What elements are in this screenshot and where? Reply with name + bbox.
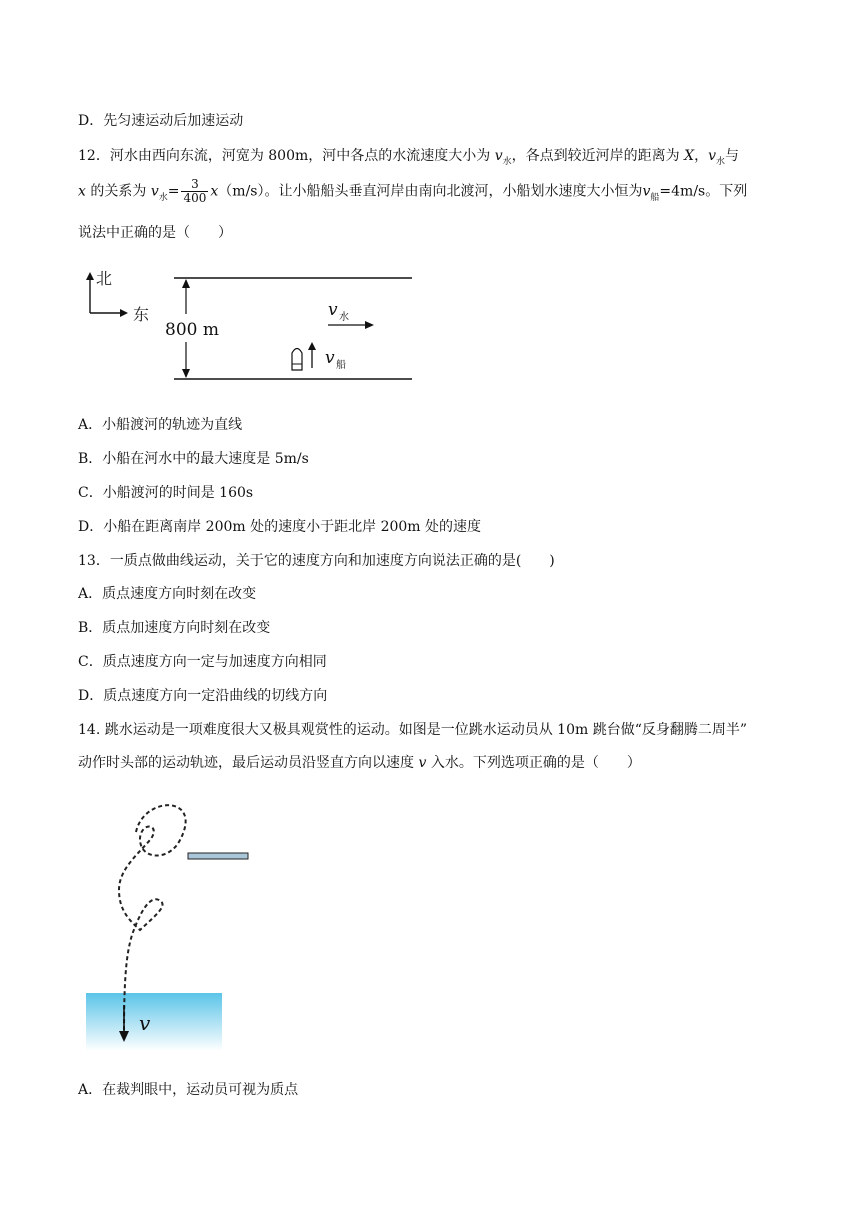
diving-trajectory-figure bbox=[84, 790, 264, 1055]
q12-option-d: D．小船在距离南岸 200m 处的速度小于距北岸 200m 处的速度 bbox=[78, 519, 482, 535]
north-label: 北 bbox=[96, 269, 113, 288]
water-surface bbox=[86, 993, 222, 1051]
q12-option-b: B．小船在河水中的最大速度是 5m/s bbox=[78, 451, 309, 467]
q12-stem-line1: 12．河水由西向东流，河宽为 800m，河中各点的水流速度大小为 $v_水$，各点到较近河岸的距离为 X，$v_水$与 bbox=[78, 148, 740, 167]
q14-stem-line2: 动作时头部的运动轨迹，最后运动员沿竖直方向以速度 v 入水。下列选项正确的是（ ） bbox=[78, 755, 641, 771]
prev-option-d: D．先匀速运动后加速运动 bbox=[78, 113, 244, 129]
boat-velocity-label: v bbox=[325, 348, 335, 368]
boat-velocity-subscript: 船 bbox=[336, 360, 346, 371]
q12-option-a: A．小船渡河的轨迹为直线 bbox=[78, 417, 243, 433]
q13-option-a: A．质点速度方向时刻在改变 bbox=[78, 586, 257, 602]
q14-option-a: A．在裁判眼中，运动员可视为质点 bbox=[78, 1082, 299, 1098]
q13-option-c: C．质点速度方向一定与加速度方向相同 bbox=[78, 654, 327, 670]
q13-option-b: B．质点加速度方向时刻在改变 bbox=[78, 620, 271, 636]
entry-velocity-label: v bbox=[139, 1011, 151, 1035]
boat-arrow-head bbox=[308, 342, 316, 350]
q14-stem-line1: 14. 跳水运动是一项难度很大又极具观赏性的运动。如图是一位跳水运动员从 10m 跳台做“反身翻腾二周半” bbox=[78, 722, 748, 738]
q12-stem-line3: 说法中正确的是（ ） bbox=[78, 225, 232, 241]
q12-stem-line2: x 的关系为 $v_水=$ $\frac{3}{400}$ x（m/s）。让小船船头垂直河岸由南向北渡河，小船划水速度大小恒为$v_船=4m/s$。下列 bbox=[78, 177, 748, 205]
q12-option-c: C．小船渡河的时间是 160s bbox=[78, 485, 254, 501]
water-velocity-subscript: 水 bbox=[339, 312, 349, 323]
river-width-label: 800 m bbox=[165, 320, 219, 340]
fraction: $\frac{3}{400}$ bbox=[183, 177, 207, 205]
water-velocity-label: v bbox=[328, 300, 338, 320]
east-label: 东 bbox=[133, 305, 150, 324]
diving-platform bbox=[188, 853, 248, 859]
q13-option-d: D．质点速度方向一定沿曲线的切线方向 bbox=[78, 688, 328, 704]
boat-icon bbox=[292, 349, 302, 371]
q13-stem: 13．一质点做曲线运动，关于它的速度方向和加速度方向说法正确的是( ) bbox=[78, 553, 555, 569]
water-arrow-head bbox=[365, 321, 374, 329]
river-crossing-figure bbox=[78, 258, 418, 388]
